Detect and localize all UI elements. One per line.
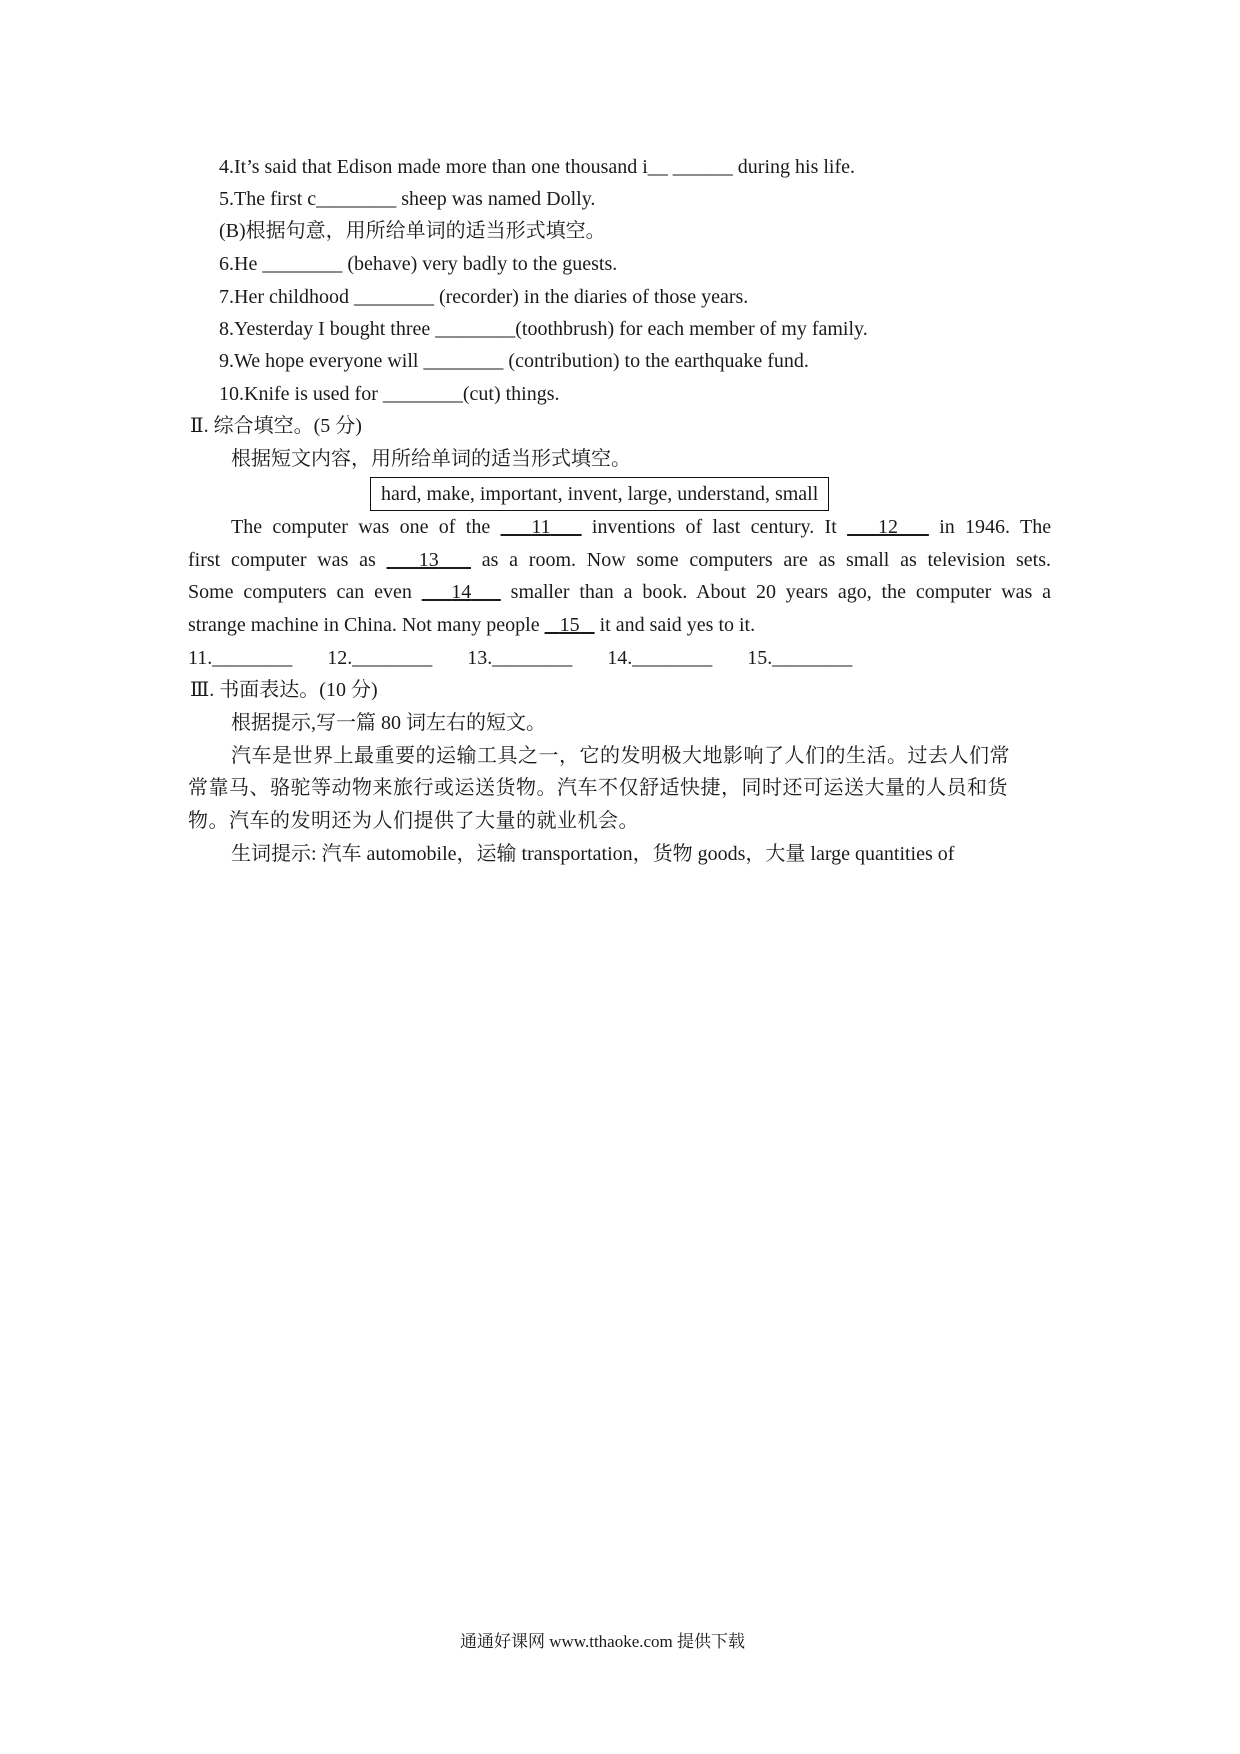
prompt-paragraph-line-3: 物。汽车的发明还为人们提供了大量的就业机会。 — [188, 810, 639, 832]
word-box: hard, make, important, invent, large, understand, small — [370, 477, 829, 511]
question-5: 5.The first c________ sheep was named Dolly. — [219, 188, 596, 210]
question-8: 8.Yesterday I bought three ________(toothbrush) for each member of my family. — [219, 318, 868, 340]
passage-line-1 — [231, 514, 1051, 540]
passage-text: first computer was as — [188, 549, 376, 571]
page-footer: 通通好课网 www.tthaoke.com 提供下载 — [460, 1632, 746, 1651]
answer-12: 12.________ — [327, 647, 433, 669]
part-b-instruction: (B)根据句意，用所给单词的适当形式填空。 — [219, 220, 606, 242]
blank-11: 11 — [531, 516, 551, 538]
answer-14: 14.________ — [607, 647, 713, 669]
blank-14: 14 — [451, 581, 472, 603]
passage-text: strange machine in China. Not many people — [188, 614, 540, 636]
answer-row — [188, 645, 852, 671]
section-2-instruction: 根据短文内容，用所给单词的适当形式填空。 — [231, 448, 631, 470]
answer-11: 11.________ — [188, 647, 293, 669]
answer-13: 13.________ — [467, 647, 573, 669]
passage-text: Some computers can even — [188, 581, 412, 603]
passage-line-4 — [188, 612, 755, 638]
blank-12: 12 — [877, 516, 898, 538]
passage-line-3 — [188, 579, 1051, 605]
section-3-heading: Ⅲ. 书面表达。(10 分) — [190, 679, 378, 701]
passage-text: The computer was one of the — [231, 516, 491, 538]
passage-text: in 1946. The — [939, 516, 1052, 538]
vocabulary-hint: 生词提示: 汽车 automobile，运输 transportation，货物 goods，大量 large quantities of — [231, 843, 955, 865]
question-9: 9.We hope everyone will ________ (contribution) to the earthquake fund. — [219, 350, 809, 372]
blank-13: 13 — [418, 549, 439, 571]
question-6: 6.He ________ (behave) very badly to the guests. — [219, 253, 618, 275]
passage-text: inventions of last century. It — [591, 516, 837, 538]
passage-text: it and said yes to it. — [599, 614, 756, 636]
section-3-instruction: 根据提示,写一篇 80 词左右的短文。 — [231, 712, 546, 734]
question-7: 7.Her childhood ________ (recorder) in the diaries of those years. — [219, 286, 749, 308]
prompt-paragraph-line-2: 常靠马、骆驼等动物来旅行或运送货物。汽车不仅舒适快捷，同时还可运送大量的人员和货 — [188, 777, 1008, 799]
passage-text: as a room. Now some computers are as small as television sets. — [481, 549, 1052, 571]
question-10: 10.Knife is used for ________(cut) things. — [219, 383, 560, 405]
prompt-paragraph-line-1: 汽车是世界上最重要的运输工具之一，它的发明极大地影响了人们的生活。过去人们常 — [231, 745, 1010, 767]
passage-text: smaller than a book. About 20 years ago, the computer was a — [510, 581, 1052, 603]
blank-15: 15 — [559, 614, 580, 636]
passage-line-2 — [188, 547, 1051, 573]
question-4: 4.It’s said that Edison made more than one thousand i__ ______ during his life. — [219, 156, 856, 178]
answer-15: 15.________ — [747, 647, 853, 669]
section-2-heading: Ⅱ. 综合填空。(5 分) — [190, 415, 362, 437]
